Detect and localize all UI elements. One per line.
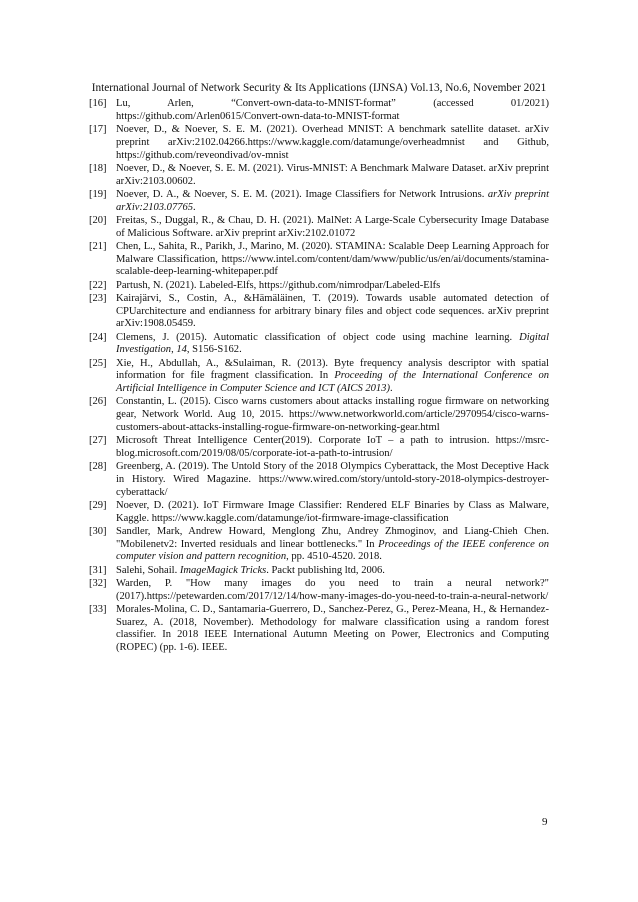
reference-text-segment: Kairajärvi, S., Costin, A., &Hämäläinen, T. (2019). Towards usable automated detection of CPUarchitecture and endianness for arbitrary binary files and object code sequences. arXiv preprint arXiv:1908.05459. — [116, 292, 549, 330]
reference-item — [89, 461, 549, 499]
reference-text — [116, 293, 549, 331]
reference-text — [116, 578, 549, 604]
reference-text — [116, 215, 549, 241]
reference-item — [89, 332, 549, 358]
reference-italic-text: Digital Investigation — [116, 331, 549, 356]
reference-italic-text: arXiv preprint arXiv:2103.07765 — [116, 188, 549, 213]
reference-text — [116, 526, 549, 564]
reference-number: [24] — [89, 331, 107, 343]
reference-number: [19] — [89, 188, 107, 200]
reference-text-segment: . — [193, 201, 196, 213]
reference-text-segment: Morales-Molina, C. D., Santamaria-Guerrero, D., Sanchez-Perez, G., Perez-Meana, H., & Hernandez-Suarez, A. (2018, November). Methodology for malware classification using a random forest classifier. In 2018 IEEE International Autumn Meeting on Power, Electronics and Computing (ROPEC) (pp. 1-6). IEEE. — [116, 603, 549, 653]
reference-italic-text: ImageMagick Tricks — [179, 564, 267, 576]
reference-number: [30] — [89, 525, 107, 537]
reference-italic-text: Proceeding of the International Conference on Artificial Intelligence in Computer Science and ICT (AICS 2013) — [116, 370, 549, 394]
reference-number: [29] — [89, 499, 107, 511]
reference-text-segment: Noever, D. A., & Noever, S. E. M. (2021). Image Classifiers for Network Intrusions. — [116, 188, 488, 200]
reference-text-segment: . — [389, 383, 393, 394]
reference-text-segment: Sandler, Mark, Andrew Howard, Menglong Zhu, Andrey Zhmoginov, and Liang-Chieh Chen. "Mobilenetv2: Inverted residuals and linear bottlenecks." In — [116, 525, 549, 550]
reference-text — [116, 396, 549, 434]
reference-number: [31] — [89, 564, 107, 576]
journal-header: International Journal of Network Security & Its Applications (IJNSA) Vol.13, No.6, November 2021 — [91, 82, 547, 94]
reference-text — [116, 358, 549, 396]
reference-item — [89, 396, 549, 434]
reference-item — [89, 124, 549, 162]
reference-text-segment: Noever, D., & Noever, S. E. M. (2021). Virus-MNIST: A Benchmark Malware Dataset. arXiv preprint arXiv:2103.00602. — [116, 162, 549, 187]
reference-text — [116, 124, 549, 162]
reference-text-segment: Freitas, S., Duggal, R., & Chau, D. H. (2021). MalNet: A Large-Scale Cybersecurity Image Database of Malicious Software. arXiv preprint arXiv:2102.01072 — [116, 214, 549, 239]
reference-item — [89, 565, 549, 578]
reference-text — [116, 163, 549, 189]
reference-number: [22] — [89, 279, 107, 291]
reference-text-segment: Microsoft Threat Intelligence Center(2019). Corporate IoT – a path to intrusion. https://msrc-blog.microsoft.com/2019/08/05/corporate-iot-a-path-to-intrusion/ — [116, 435, 549, 459]
reference-text-segment: , S156-S162. — [186, 344, 242, 356]
reference-text-segment: . Packt publishing ltd, 2006. — [266, 564, 385, 576]
reference-item — [89, 578, 549, 604]
reference-text — [116, 500, 549, 526]
reference-text-segment: Salehi, Sohail. — [116, 564, 180, 576]
reference-item — [89, 500, 549, 526]
reference-item — [89, 293, 549, 331]
reference-number: [23] — [89, 292, 107, 304]
reference-text-segment: Noever, D., & Noever, S. E. M. (2021). Overhead MNIST: A benchmark satellite dataset. arXiv preprint arXiv:2102.04266.https://www.kaggle.com/datamunge/overheadmnist and Github, https://github.com/reveondivad/ov-mnist — [116, 124, 549, 161]
reference-number: [27] — [89, 435, 107, 446]
page-number: 9 — [542, 816, 548, 828]
reference-text-segment: Chen, L., Sahita, R., Parikh, J., Marino, M. (2020). STAMINA: Scalable Deep Learning Approach for Malware Classification, https://www.intel.com/content/dam/www/public/us/en/ai/documents/stamina-scalable-deep-learning-whitepaper.pdf — [116, 240, 549, 278]
reference-italic-text: 14 — [176, 344, 187, 356]
reference-item — [89, 163, 549, 189]
reference-number: [16] — [89, 98, 107, 109]
reference-text — [116, 189, 549, 215]
reference-text-segment: Noever, D. (2021). IoT Firmware Image Classifier: Rendered ELF Binaries by Class as Malware, Kaggle. https://www.kaggle.com/datamunge/iot-firmware-image-classification — [116, 499, 549, 524]
reference-text-segment: Greenberg, A. (2019). The Untold Story of the 2018 Olympics Cyberattack, the Most Deceptive Hack in History. Wired Magazine. https://www.wired.com/story/untold-story-2018-olympics-destroyer-cyberattack/ — [116, 461, 549, 498]
reference-number: [26] — [89, 396, 107, 408]
reference-text — [116, 604, 549, 655]
reference-item — [89, 604, 549, 655]
reference-number: [28] — [89, 461, 107, 472]
reference-item — [89, 358, 549, 396]
reference-text — [116, 98, 549, 124]
reference-number: [18] — [89, 162, 107, 174]
reference-text-segment: Constantin, L. (2015). Cisco warns customers about attacks installing rogue firmware on networking gear, Network World. Aug 10, 2015. https://www.networkworld.com/article/2970954/cisco-warns-customers-about-attacks-installing-rogue-firmware-on-networking-gear.html — [116, 396, 549, 433]
reference-text — [116, 461, 549, 499]
reference-item — [89, 241, 549, 279]
reference-text-segment: Warden, P. "How many images do you need to train a neural network?" (2017).https://petewarden.com/2017/12/14/how-many-images-do-you-need-to-train-a-neural-network/ — [116, 577, 549, 602]
reference-item — [89, 280, 549, 293]
reference-italic-text: Proceedings of the IEEE conference on computer vision and pattern recognition — [116, 538, 549, 563]
reference-text-segment: , — [171, 344, 177, 356]
reference-text — [116, 241, 549, 279]
reference-text-segment: , pp. 4510-4520. 2018. — [286, 551, 382, 563]
reference-number: [25] — [89, 357, 107, 369]
reference-item — [89, 189, 549, 215]
reference-text-segment: Clemens, J. (2015). Automatic classification of object code using machine learning. — [116, 331, 520, 343]
reference-text — [116, 565, 549, 578]
reference-text-segment: Partush, N. (2021). Labeled-Elfs, https://github.com/nimrodpar/Labeled-Elfs — [116, 279, 441, 291]
reference-list — [89, 98, 549, 655]
reference-number: [33] — [89, 603, 107, 615]
reference-item — [89, 526, 549, 564]
reference-text — [116, 332, 549, 358]
reference-number: [17] — [89, 124, 107, 135]
reference-number: [32] — [89, 577, 107, 589]
reference-text-segment: Lu, Arlen, “Convert-own-data-to-MNIST-format” (accessed 01/2021) https://github.com/Arlen0615/Convert-own-data-to-MNIST-format — [116, 98, 549, 122]
reference-item — [89, 435, 549, 461]
reference-item — [89, 215, 549, 241]
reference-text — [116, 280, 549, 293]
reference-text — [116, 435, 549, 461]
reference-item — [89, 98, 549, 124]
reference-text-segment: Xie, H., Abdullah, A., &Sulaiman, R. (2013). Byte frequency analysis descriptor with spatial information for file fragment classification. In — [116, 357, 549, 382]
reference-number: [21] — [89, 240, 107, 252]
reference-number: [20] — [89, 214, 107, 226]
